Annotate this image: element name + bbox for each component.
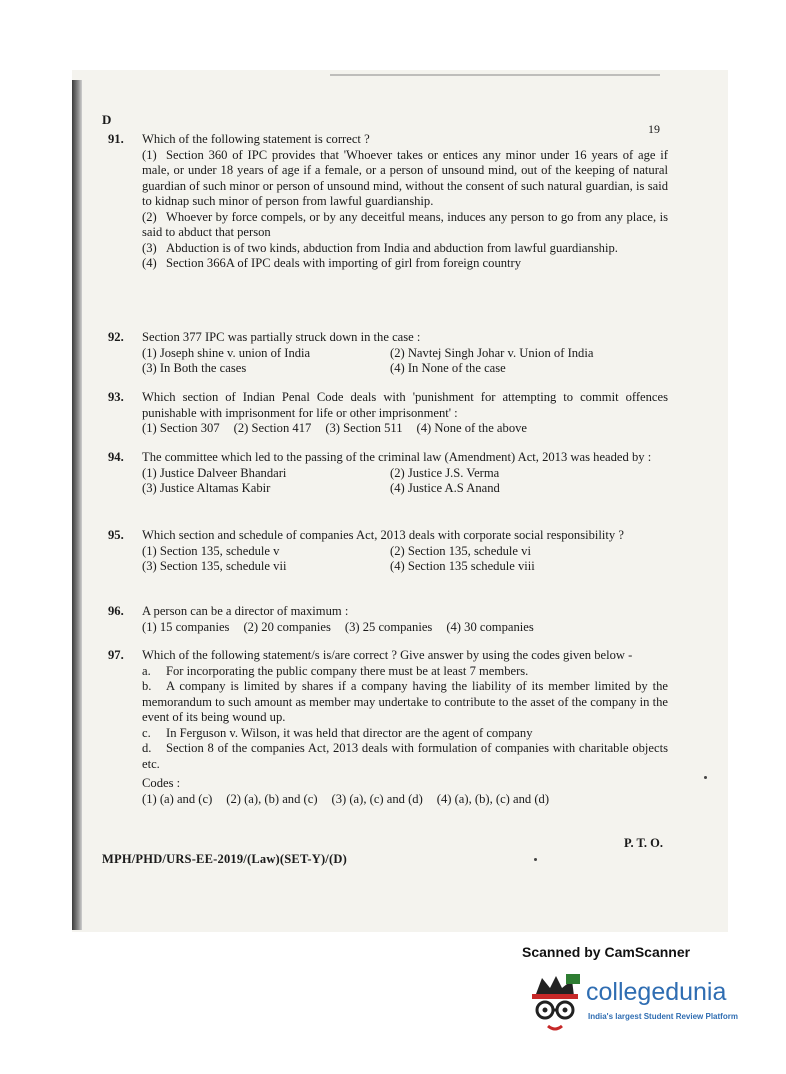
option-row — [142, 346, 668, 362]
option-1: (1) 15 companies — [142, 619, 230, 634]
statement-mark: (1) — [142, 147, 157, 162]
option-4: (4) Section 135 schedule viii — [390, 559, 535, 573]
question-93 — [108, 390, 668, 437]
statement-text: A company is limited by shares if a company having the liability of its member limited by the memorandum to such amount as member may undertake to contribute to the asset of the company in the event of its being wound up. — [142, 679, 668, 724]
option-3: (3) In Both the cases — [142, 361, 247, 375]
option-row — [142, 559, 668, 575]
question-91 — [108, 132, 668, 272]
statement-mark: b. — [142, 679, 152, 693]
collegedunia-tagline: India's largest Student Review Platform — [588, 1012, 738, 1021]
option-4: (4) None of the above — [416, 421, 528, 435]
option-4: (4) (a), (b), (c) and (d) — [436, 791, 550, 806]
question-text: The committee which led to the passing of the criminal law (Amendment) Act, 2013 was headed by : — [142, 450, 652, 464]
statement-mark: (3) — [142, 240, 157, 255]
option-1: (1) Justice Dalveer Bhandari — [142, 465, 287, 480]
option-3: (3) (a), (c) and (d) — [331, 791, 423, 806]
statement-c — [142, 726, 668, 742]
statement-text: Whoever by force compels, or by any deceitful means, induces any person to go from any place, is said to abduct that person — [142, 209, 668, 239]
option-4: (4) Justice A.S Anand — [390, 481, 500, 495]
scan-artifact-line — [330, 74, 660, 76]
collegedunia-logo: collegedunia — [586, 978, 727, 1006]
question-number: 96. — [108, 604, 124, 618]
statement-text: Section 8 of the companies Act, 2013 deals with formulation of companies with charitable objects etc. — [142, 741, 668, 771]
question-number: 94. — [108, 450, 124, 464]
option-row — [142, 481, 668, 497]
question-text: A person can be a director of maximum : — [142, 604, 349, 618]
option-row — [142, 544, 668, 560]
option-1: (1) Section 135, schedule v — [142, 543, 280, 558]
option-1: (1) Section 307 — [142, 421, 220, 435]
statement-text: For incorporating the public company there must be at least 7 members. — [166, 663, 529, 678]
statement-b — [142, 679, 668, 726]
question-number: 93. — [108, 390, 124, 404]
statement-3 — [142, 241, 668, 257]
statement-mark: d. — [142, 741, 152, 755]
option-2: (2) Navtej Singh Johar v. Union of India — [390, 345, 594, 360]
option-row — [142, 361, 668, 377]
question-96 — [108, 604, 668, 635]
statement-mark: (2) — [142, 209, 157, 224]
question-text: Which of the following statement/s is/are correct ? Give answer by using the codes given below - — [142, 648, 633, 662]
option-4: (4) In None of the case — [390, 361, 506, 375]
option-2: (2) (a), (b) and (c) — [226, 791, 318, 806]
option-4: (4) 30 companies — [446, 619, 534, 634]
statement-text: In Ferguson v. Wilson, it was held that director are the agent of company — [166, 725, 533, 740]
option-row — [142, 620, 668, 636]
option-1: (1) Joseph shine v. union of India — [142, 345, 311, 360]
codes-label: Codes : — [142, 776, 181, 790]
statement-1 — [142, 148, 668, 210]
question-text: Which section and schedule of companies Act, 2013 deals with corporate social responsibility ? — [142, 528, 624, 542]
question-number: 97. — [108, 648, 124, 662]
option-row — [142, 421, 668, 437]
page-number: 19 — [648, 122, 660, 136]
statement-a — [142, 664, 668, 680]
option-1: (1) (a) and (c) — [142, 791, 213, 806]
option-row — [142, 466, 668, 482]
option-2: (2) Justice J.S. Verma — [390, 465, 500, 480]
option-2: (2) Section 417 — [233, 421, 312, 435]
statement-2 — [142, 210, 668, 241]
camscanner-watermark: Scanned by CamScanner — [522, 944, 691, 960]
collegedunia-mascot-icon — [528, 972, 584, 1036]
question-text: Section 377 IPC was partially struck down in the case : — [142, 330, 421, 344]
statement-text: Abduction is of two kinds, abduction from India and abduction from lawful guardianship. — [166, 240, 618, 255]
question-94 — [108, 450, 668, 497]
question-97 — [108, 648, 668, 807]
question-number: 92. — [108, 330, 124, 344]
option-row — [142, 792, 668, 808]
option-3: (3) 25 companies — [344, 619, 433, 634]
question-number: 91. — [108, 132, 124, 146]
statement-d — [142, 741, 668, 772]
question-text: Which section of Indian Penal Code deals with 'punishment for attempting to commit offences punishable with imprisonment for life or other imprisonment' : — [142, 390, 668, 420]
statement-text: Section 366A of IPC deals with importing of girl from foreign country — [166, 256, 522, 270]
scan-speck — [534, 858, 537, 861]
option-3: (3) Section 511 — [325, 421, 403, 435]
page-edge-shadow — [72, 80, 82, 930]
question-number: 95. — [108, 528, 124, 542]
question-92 — [108, 330, 668, 377]
option-2: (2) Section 135, schedule vi — [390, 543, 531, 558]
statement-4 — [142, 256, 668, 272]
paper-code: MPH/PHD/URS-EE-2019/(Law)(SET-Y)/(D) — [102, 852, 347, 866]
statement-text: Section 360 of IPC provides that 'Whoever takes or entices any minor under 16 years of age if male, or under 18 years of age if a female, or a person of unsound mind, out of the keeping of natural guardian of such minor or person of unsound mind, without the consent of such natural guardian, is said to kidnap such minor of person from lawful guardianship. — [142, 147, 668, 208]
option-2: (2) 20 companies — [243, 619, 331, 634]
option-3: (3) Section 135, schedule vii — [142, 559, 287, 573]
statement-mark: a. — [142, 663, 151, 678]
scan-speck — [704, 776, 707, 779]
pto-label: P. T. O. — [624, 836, 664, 850]
set-letter: D — [102, 112, 112, 127]
statement-mark: c. — [142, 725, 151, 740]
option-3: (3) Justice Altamas Kabir — [142, 481, 271, 495]
question-95 — [108, 528, 668, 575]
question-text: Which of the following statement is correct ? — [142, 132, 370, 146]
statement-mark: (4) — [142, 256, 157, 270]
